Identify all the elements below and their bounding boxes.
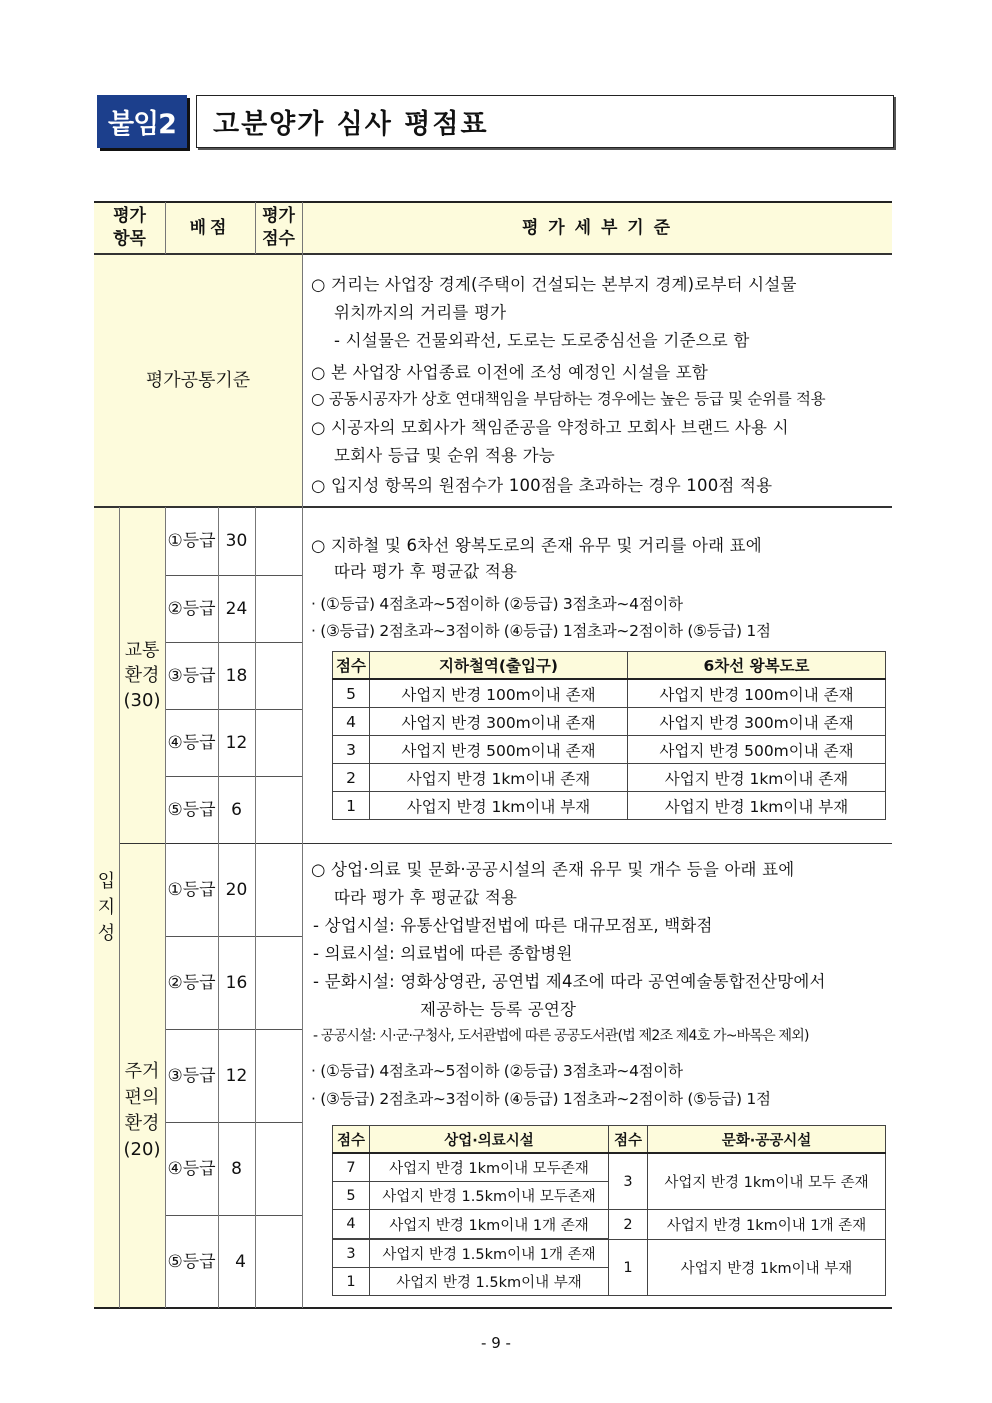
common-criteria-label: 평가공통기준 bbox=[145, 369, 251, 391]
criteria-line: - 시설물은 건물외곽선, 도로는 도로중심선을 기준으로 함 bbox=[334, 331, 750, 350]
criteria-line: - 상업시설: 유통산업발전법에 따른 대규모점포, 백화점 bbox=[313, 916, 713, 935]
grade-points: 16 bbox=[225, 972, 248, 993]
grade-points: 24 bbox=[225, 598, 248, 619]
grade-points: 8 bbox=[231, 1158, 242, 1179]
grade-label: ②등급 bbox=[167, 598, 216, 619]
residential-label: 주거 편의 환경 (20) bbox=[123, 1060, 161, 1160]
table-header: 6차선 왕복도로 bbox=[628, 652, 886, 680]
page-number: - 9 - bbox=[481, 1334, 511, 1352]
grade-points: 12 bbox=[225, 732, 248, 753]
criteria-line: 따라 평가 후 평균값 적용 bbox=[334, 888, 518, 907]
table-header: 지하철역(출입구) bbox=[370, 652, 628, 680]
table-header: 상업·의료시설 bbox=[370, 1126, 609, 1154]
criteria-line: · (③등급) 2점초과∼3점이하 (④등급) 1점초과∼2점이하 (⑤등급) 1점 bbox=[311, 1090, 771, 1108]
grade-label: ①등급 bbox=[167, 531, 216, 551]
col-header-alloc: 배점 bbox=[189, 218, 231, 238]
grade-points: 30 bbox=[225, 531, 248, 551]
grade-label: ③등급 bbox=[167, 665, 216, 686]
grade-label: ⑤등급 bbox=[167, 1251, 216, 1272]
criteria-line: ○ 공동시공자가 상호 연대책임을 부담하는 경우에는 높은 등급 및 순위를 적용 bbox=[311, 390, 826, 408]
title-box bbox=[196, 95, 894, 148]
table-header: 문화·공공시설 bbox=[648, 1126, 886, 1154]
table-header: 점수 bbox=[609, 1126, 648, 1154]
grade-points: 12 bbox=[225, 1065, 248, 1086]
table-row: 4 사업지 반경 1km이내 1개 존재 2 사업지 반경 1km이내 1개 존재 bbox=[333, 1210, 886, 1239]
attachment-tag: 붙임2 bbox=[97, 95, 187, 148]
table-row: 5 사업지 반경 1.5km이내 모두존재 bbox=[333, 1182, 886, 1210]
table-row: 7 사업지 반경 1km이내 모두존재 3 사업지 반경 1km이내 모두 존재 bbox=[333, 1153, 886, 1182]
grade-points: 20 bbox=[225, 879, 248, 900]
criteria-line: ○ 입지성 항목의 원점수가 100점을 초과하는 경우 100점 적용 bbox=[311, 476, 773, 495]
location-label: 입 지 성 bbox=[97, 870, 116, 944]
transport-label: 교통 환경 (30) bbox=[123, 639, 161, 711]
table-row: 1 사업지 반경 1km이내 부재 사업지 반경 1km이내 부재 bbox=[333, 792, 886, 820]
grade-points: 4 bbox=[235, 1251, 246, 1272]
criteria-line: - 의료시설: 의료법에 따른 종합병원 bbox=[313, 944, 573, 963]
grade-label: ②등급 bbox=[167, 972, 216, 993]
grade-label: ⑤등급 bbox=[167, 799, 216, 820]
criteria-line: ○ 거리는 사업장 경계(주택이 건설되는 본부지 경계)로부터 시설물 bbox=[311, 275, 797, 294]
criteria-line: · (③등급) 2점초과∼3점이하 (④등급) 1점초과∼2점이하 (⑤등급) 1점 bbox=[311, 622, 771, 640]
table-row: 4 사업지 반경 300m이내 존재 사업지 반경 300m이내 존재 bbox=[333, 708, 886, 736]
residential-score-table bbox=[332, 1125, 886, 1296]
table-row: 3 사업지 반경 500m이내 존재 사업지 반경 500m이내 존재 bbox=[333, 736, 886, 764]
table-header: 점수 bbox=[333, 1126, 370, 1154]
page-title: 고분양가 심사 평점표 bbox=[213, 109, 489, 140]
grade-label: ④등급 bbox=[167, 732, 216, 753]
criteria-line: 제공하는 등록 공연장 bbox=[420, 1000, 577, 1019]
criteria-line: ○ 상업·의료 및 문화·공공시설의 존재 유무 및 개수 등을 아래 표에 bbox=[311, 860, 795, 879]
col-header-score: 평가 점수 bbox=[262, 206, 295, 249]
col-header-criteria: 평 가 세 부 기 준 bbox=[521, 218, 673, 238]
col-header-item: 평가 항목 bbox=[113, 206, 146, 249]
grade-label: ④등급 bbox=[167, 1158, 216, 1179]
criteria-line: 위치까지의 거리를 평가 bbox=[334, 303, 507, 322]
table-row: 2 사업지 반경 1km이내 존재 사업지 반경 1km이내 존재 bbox=[333, 764, 886, 792]
grade-points: 18 bbox=[225, 665, 248, 686]
criteria-line: ○ 지하철 및 6차선 왕복도로의 존재 유무 및 거리를 아래 표에 bbox=[311, 536, 762, 555]
criteria-line: 모회사 등급 및 순위 적용 가능 bbox=[334, 446, 555, 465]
table-header: 점수 bbox=[333, 652, 370, 680]
criteria-line: · (①등급) 4점초과∼5점이하 (②등급) 3점초과∼4점이하 bbox=[311, 595, 683, 613]
criteria-line: · (①등급) 4점초과∼5점이하 (②등급) 3점초과∼4점이하 bbox=[311, 1062, 683, 1080]
criteria-line: ○ 본 사업장 사업종료 이전에 조성 예정인 시설을 포함 bbox=[311, 363, 709, 382]
table-row: 5 사업지 반경 100m이내 존재 사업지 반경 100m이내 존재 bbox=[333, 679, 886, 708]
table-row: 1 사업지 반경 1.5km이내 부재 bbox=[333, 1268, 886, 1296]
criteria-line: - 공공시설: 시·군·구청사, 도서관법에 따른 공공도서관(법 제2조 제4호 가~바목은 제외) bbox=[313, 1028, 809, 1044]
transport-score-table bbox=[332, 651, 886, 820]
criteria-line: - 문화시설: 영화상영관, 공연법 제4조에 따라 공연예술통합전산망에서 bbox=[313, 972, 826, 991]
criteria-line: ○ 시공자의 모회사가 책임준공을 약정하고 모회사 브랜드 사용 시 bbox=[311, 418, 789, 437]
table-row: 3 사업지 반경 1.5km이내 1개 존재 1 사업지 반경 1km이내 부재 bbox=[333, 1240, 886, 1268]
grade-label: ①등급 bbox=[167, 879, 216, 900]
criteria-line: 따라 평가 후 평균값 적용 bbox=[334, 562, 518, 581]
grade-label: ③등급 bbox=[167, 1065, 216, 1086]
grade-points: 6 bbox=[231, 799, 242, 820]
